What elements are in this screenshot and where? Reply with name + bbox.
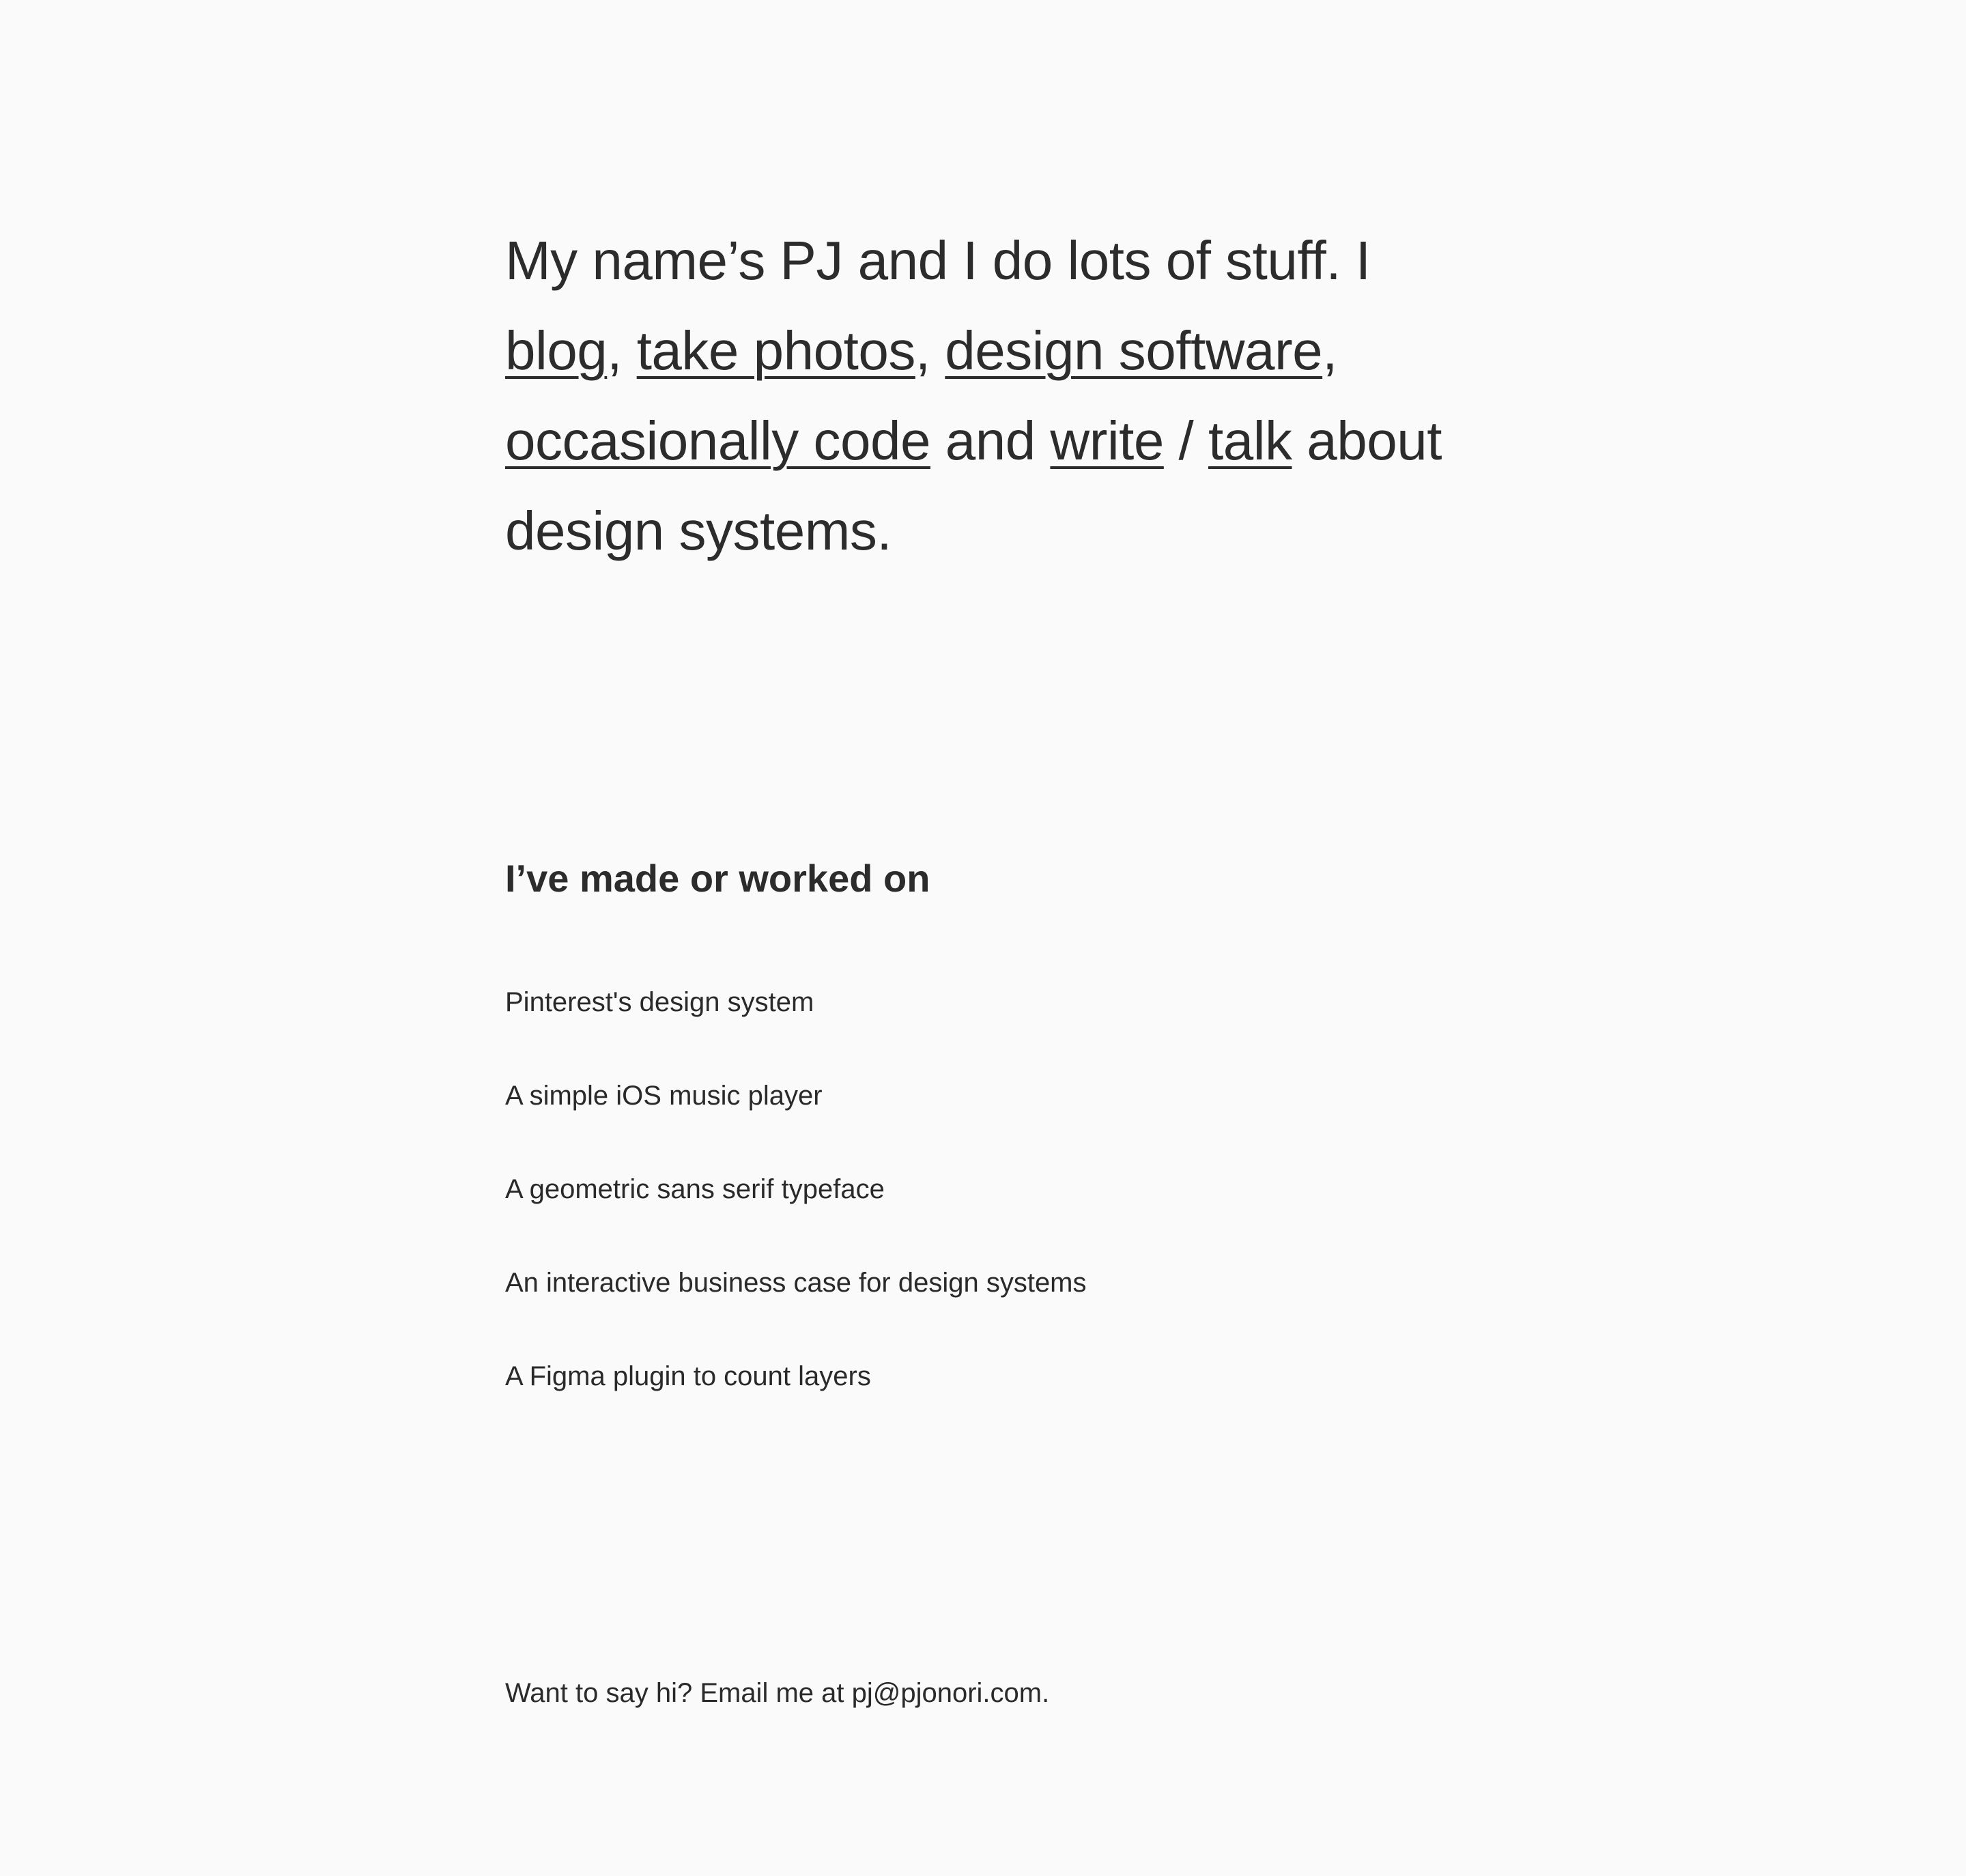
talk-link[interactable]: talk: [1208, 410, 1292, 471]
email-link[interactable]: pj@pjonori.com: [851, 1678, 1042, 1708]
intro-paragraph: [505, 216, 1447, 576]
contact-tail: .: [1042, 1678, 1050, 1708]
project-link-business-case[interactable]: An interactive business case for design systems: [505, 1268, 1087, 1298]
project-link-typeface[interactable]: A geometric sans serif typeface: [505, 1174, 885, 1204]
list-item: [505, 1259, 1087, 1352]
intro-separator: /: [1163, 410, 1209, 471]
list-item: [505, 978, 1087, 1072]
project-link-pinterest-design-system[interactable]: Pinterest's design system: [505, 987, 814, 1017]
intro-separator: ,: [915, 320, 945, 381]
design-software-link[interactable]: design software: [945, 320, 1323, 381]
project-link-ios-music-player[interactable]: A simple iOS music player: [505, 1081, 823, 1111]
contact-lead: Want to say hi? Email me at: [505, 1678, 852, 1708]
list-item: [505, 1165, 1087, 1259]
list-item: [505, 1352, 1087, 1446]
take-photos-link[interactable]: take photos: [636, 320, 915, 381]
occasionally-code-link[interactable]: occasionally code: [505, 410, 930, 471]
intro-separator: and: [930, 410, 1051, 471]
intro-separator: ,: [607, 320, 637, 381]
projects-list: [505, 978, 1087, 1446]
contact-line: [505, 1669, 1049, 1717]
intro-tail: about design systems.: [505, 410, 1442, 561]
write-link[interactable]: write: [1050, 410, 1164, 471]
project-link-figma-plugin[interactable]: A Figma plugin to count layers: [505, 1361, 871, 1391]
list-item: [505, 1072, 1087, 1165]
blog-link[interactable]: blog: [505, 320, 608, 381]
intro-lead: My name’s PJ and I do lots of stuff. I: [505, 230, 1371, 291]
intro-separator: ,: [1322, 320, 1337, 381]
projects-heading: I’ve made or worked on: [505, 857, 930, 900]
